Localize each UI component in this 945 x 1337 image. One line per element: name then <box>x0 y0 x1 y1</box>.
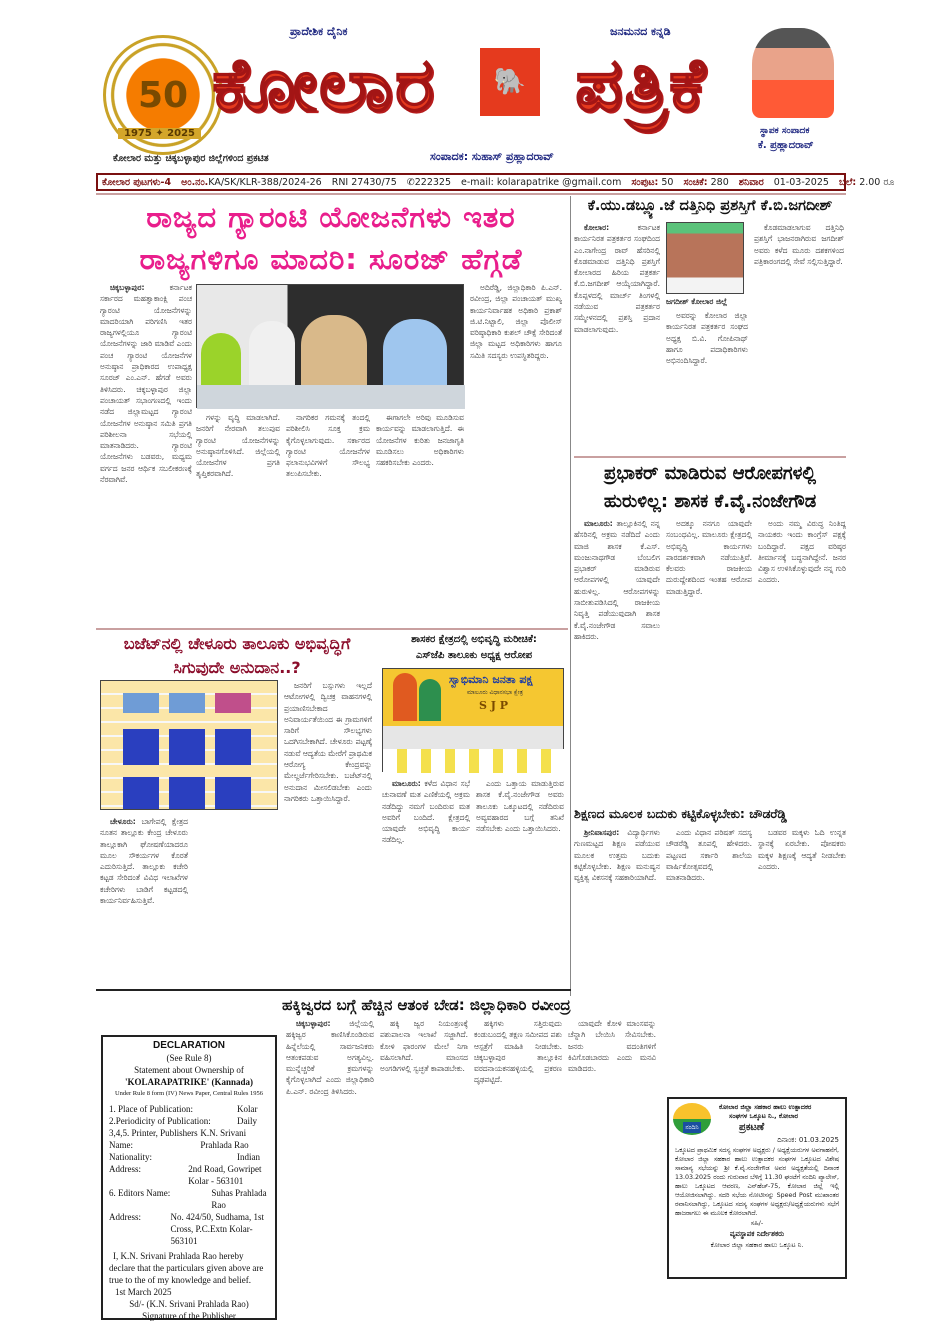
declaration-title: DECLARATION <box>152 1040 226 1051</box>
lead-column-5: ಅದಿರೆಡ್ಡಿ, ಜಿಲ್ಲಾಧಿಕಾರಿ ಪಿ.ಎನ್. ರವೀಂದ್ರ, ಜಿಲ್ಲಾ ಪಂಚಾಯತ್ ಮುಖ್ಯ ಕಾರ್ಯನಿರ್ವಾಹಕ ಅಧಿಕಾರಿ ಪ್ರಕಾಶ್ ಜಿ.ಟಿ.ನಿಟ್ಟಾಲಿ, ಜಿಲ್ಲಾ ಪೊಲೀಸ್ ವರಿಷ್ಠಾಧಿಕಾರಿ ಕುಶಲ್ ಚೌಕ್ಸೆ ಸೇರಿದಂತೆ ಜಿಲ್ಲಾ ಮಟ್ಟದ ಅಧಿಕಾರಿಗಳು ಹಾಗೂ ಸಮಿತಿ ಸದಸ್ಯರು ಉಪಸ್ಥಿತರಿದ್ದರು. <box>470 283 562 360</box>
declaration-row: 6. Editors Name: Suhas Prahlada Rao <box>109 1188 267 1210</box>
notice-sd: ಸಹಿ/- <box>750 1219 764 1227</box>
issue: ಸಂಚಿಕೆ: 280 <box>683 176 729 188</box>
sjp-article <box>380 632 568 987</box>
tagline-right: ಜನಮನದ ಕನ್ನಡಿ <box>610 25 671 38</box>
notice-signatory-org: ಕೋಲಾರ ಜಿಲ್ಲಾ ಸಹಕಾರ ಹಾಲು ಒಕ್ಕೂಟ ನಿ. <box>710 1241 804 1249</box>
founder-name: ಕೆ. ಪ್ರಹ್ಲಾದರಾವ್ <box>758 140 814 151</box>
lead-article <box>96 196 566 626</box>
divider <box>574 456 846 458</box>
lead-headline-line1: ರಾಜ್ಯದ ಗ್ಯಾರಂಟಿ ಯೋಜನೆಗಳು ಇತರ <box>146 200 516 234</box>
collector-column-1: ಚಿಕ್ಕಬಳ್ಳಾಪುರ: ಜಿಲ್ಲೆಯಲ್ಲಿ ಹಕ್ಕಿಜ್ವರ ಕಾಣಿಸಿಕೊಂಡಿರುವ ಹಿನ್ನೆಲೆಯಲ್ಲಿ ಸಾರ್ವಜನಿಕರು ಆತಂಕಪಡುವ ಅಗತ್ಯವಿಲ್ಲ. ಮುನ್ನೆಚ್ಚರಿಕೆ ಕ್ರಮಗಳನ್ನು ಕೈಗೊಳ್ಳಲಾಗಿದೆ ಎಂದು ಜಿಲ್ಲಾಧಿಕಾರಿ ಪಿ.ಎನ್. ರವೀಂದ್ರ ತಿಳಿಸಿದರು. <box>286 1019 374 1096</box>
award-photo-caption: ಜಗದೀಶ್ ಕೋಲಾರ ಜಿಲ್ಲೆ <box>666 297 728 306</box>
editor-credit: ಸಂಪಾದಕ: ಸುಹಾಸ್ ಪ್ರಹ್ಲಾದರಾವ್ <box>430 150 554 163</box>
declaration-date: 1st March 2025 <box>115 1287 172 1297</box>
elephant-logo-icon: 🐘 <box>480 48 540 116</box>
award-headline: ಕೆ.ಯು.ಡಬ್ಲ್ಯೂ.ಜೆ ದತ್ತಿನಿಧಿ ಪ್ರಶಸ್ತಿಗೆ ಕೆ.ಬಿ.ಜಗದೀಶ್ <box>587 198 833 214</box>
award-column-2: ಅವರನ್ನು ಕೋಲಾರ ಜಿಲ್ಲಾ ಕಾರ್ಯನಿರತ ಪತ್ರಕರ್ತರ ಸಂಘದ ಅಧ್ಯಕ್ಷ ಬಿ.ವಿ. ಗೋಪಿನಾಥ್ ಹಾಗೂ ಪದಾಧಿಕಾರಿಗಳು ಅಭಿನಂದಿಸಿದ್ದಾರೆ. <box>666 311 748 366</box>
notice-body: ಒಕ್ಕೂಟದ ಪ್ರಾಥಮಿಕ ಸದಸ್ಯ ಸಂಘಗಳ ಅಧ್ಯಕ್ಷರು / ಅಧ್ಯಕ್ಷೆಯರುಗಳ ಅವಗಾಹನೆಗೆ, ಕೋಲಾರ ಜಿಲ್ಲಾ ಸಹಕಾರ ಹಾಲು ಉತ್ಪಾದಕರ ಸಂಘಗಳ ಒಕ್ಕೂಟದ ವಿಶೇಷ ಸಾಮಾನ್ಯ ಸಭೆಯನ್ನು ಶ್ರೀ ಕೆ.ವೈ.ನಂಜೇಗೌಡ ಅವರ ಅಧ್ಯಕ್ಷತೆಯಲ್ಲಿ ದಿನಾಂಕ 13.03.2025 ರಂದು ಗುರುವಾರ ಬೆಳಿಗ್ಗೆ 11.30 ಘಂಟೆಗೆ ನಂದಿನಿ ಪ್ಯಾಲೇಸ್, ಹಾಲು ಒಕ್ಕೂಟದ ಆವರಣ, ಎನ್‌ಹೆಚ್-75, ಕೋಲಾರ ಜಿಲ್ಲೆ ಇಲ್ಲಿ ಆಯೋಜಿಸಲಾಗಿದ್ದು. ಸದರಿ ಸಭೆಯ ನೋಟೀಸನ್ನು Speed Post ಮುಖಾಂತರ ರವಾನಿಸಲಾಗಿದ್ದು, ಒಕ್ಕೂಟದ ಸದಸ್ಯ ಸಂಘಗಳ ಅಧ್ಯಕ್ಷರು/ಅಧ್ಯಕ್ಷೆಯರುಗಳು ಸಭೆಗೆ ಹಾಜರಾಗಲು ಈ ಮೂಲಕ ಕೋರಲಾಗಿದೆ. <box>675 1147 839 1217</box>
education-column-1: ಶ್ರೀನಿವಾಸಪುರ: ವಿದ್ಯಾರ್ಥಿಗಳು ಗುಣಮಟ್ಟದ ಶಿಕ್ಷಣ ಪಡೆಯುವ ಮೂಲಕ ಉತ್ತಮ ಬದುಕು ಕಟ್ಟಿಕೊಳ್ಳಬೇಕು. ಶಿಕ್ಷಣ ಮನುಷ್ಯನ ವ್ಯಕ್ತಿತ್ವ ವಿಕಸನಕ್ಕೆ ಸಹಕಾರಿಯಾಗಿದೆ. <box>574 828 660 883</box>
budget-photo-building <box>100 680 278 810</box>
nandini-notice-box <box>667 1097 847 1279</box>
declaration-signature-label: Signature of the Publisher <box>142 1311 236 1321</box>
ownership-declaration-box <box>101 1035 277 1320</box>
budget-article <box>96 632 378 987</box>
notice-signatory: ವ್ಯವಸ್ಥಾಪಕ ನಿರ್ದೇಶಕರು <box>729 1230 785 1238</box>
lead-photo-meeting <box>196 284 464 408</box>
tagline-left: ಪ್ರಾದೇಶಿಕ ದೈನಿಕ <box>290 25 348 38</box>
weekday: ಶನಿವಾರ <box>738 176 764 188</box>
masthead <box>0 0 945 170</box>
registration: ಅಂ.ನಂ.KA/SK/KLR-388/2024-26 <box>181 176 322 188</box>
allegation-column-2: ಅದಕ್ಕೂ ನನಗೂ ಯಾವುದೇ ಸಂಬಂಧವಿಲ್ಲ. ಮಾಲೂರು ಕ್ಷೇತ್ರದಲ್ಲಿ ಅಭಿವೃದ್ಧಿ ಕಾರ್ಯಗಳು ಪಾರದರ್ಶಕವಾಗಿ ನಡೆಯುತ್ತಿವೆ. ಕೆಲವರು ರಾಜಕೀಯ ದುರುದ್ದೇಶದಿಂದ ಇಂತಹ ಆರೋಪ ಮಾಡುತ್ತಿದ್ದಾರೆ. <box>666 519 752 596</box>
award-column-3: ಕೊಡಮಾಡಲಾಗುವ ದತ್ತಿನಿಧಿ ಪ್ರಶಸ್ತಿಗೆ ಭಾಜನರಾಗಿರುವ ಜಗದೀಶ್ ಅವರು ಕಳೆದ ಮೂರು ದಶಕಗಳಿಂದ ಪತ್ರಿಕಾರಂಗದಲ್ಲಿ ಸೇವೆ ಸಲ್ಲಿಸುತ್ತಿದ್ದಾರೆ. <box>754 223 844 266</box>
issue-date: 01-03-2025 <box>773 176 829 188</box>
declaration-signed: Sd/- (K.N. Srivani Prahlada Rao) <box>129 1299 249 1309</box>
notice-date: ದಿನಾಂಕ: 01.03.2025 <box>777 1136 839 1144</box>
allegation-article <box>574 460 846 805</box>
declaration-statement: Statement about Ownership of <box>134 1065 244 1075</box>
email-address[interactable]: e-mail: kolarapatrike @gmail.com <box>461 176 622 188</box>
edition-info-bar <box>96 173 895 191</box>
emblem-years: 1975 ✦ 2025 <box>118 128 201 139</box>
education-headline: ಶಿಕ್ಷಣದ ಮೂಲಕ ಬದುಕು ಕಟ್ಟಿಕೊಳ್ಳಬೇಕು: ಚೌಡರೆಡ್ಡಿ <box>574 806 787 821</box>
founder-title: ಸ್ಥಾಪಕ ಸಂಪಾದಕ <box>760 126 810 136</box>
lead-column-3: ನಾಗರಿಕರ ಗಮನಕ್ಕೆ ತಂದಲ್ಲಿ ಪರಿಶೀಲಿಸಿ ಸೂಕ್ತ ಕ್ರಮ ಕೈಗೊಳ್ಳಲಾಗುವುದು. ಸರ್ಕಾರದ ಗ್ಯಾರಂಟಿ ಯೋಜನೆಗಳ ಫಲಾನುಭವಿಗಳಿಗೆ ಸೌಲಭ್ಯ ತಲುಪಿಸಬೇಕು. <box>286 413 370 479</box>
declaration-paper: 'KOLARAPATRIKE' (Kannada) <box>125 1077 253 1087</box>
declaration-rule: (See Rule 8) <box>166 1053 212 1063</box>
declaration-text: I, K.N. Srivani Prahlada Rao hereby declare that the particulars given above are true to the of my knowledge and belief. <box>109 1251 264 1285</box>
lead-column-1: ಚಿಕ್ಕಬಳ್ಳಾಪುರ: ಕರ್ನಾಟಕ ಸರ್ಕಾರದ ಮಹತ್ವಾಕಾಂಕ್ಷಿ ಪಂಚ ಗ್ಯಾರಂಟಿ ಯೋಜನೆಗಳನ್ನು ಮಾದರಿಯಾಗಿ ಪರಿಗಣಿಸಿ ಇತರ ರಾಜ್ಯಗಳಲ್ಲಿಯೂ ಗ್ಯಾರಂಟಿ ಯೋಜನೆಗಳನ್ನು ಜಾರಿ ಮಾಡಿವೆ ಎಂದು ಪಂಚ ಗ್ಯಾರಂಟಿ ಯೋಜನೆಗಳ ಅನುಷ್ಠಾನ ಪ್ರಾಧಿಕಾರದ ಉಪಾಧ್ಯಕ್ಷ ಸೂರಜ್ ಎಂ.ಎನ್. ಹೆಗಡೆ ಅವರು ತಿಳಿಸಿದರು. ಚಿಕ್ಕಬಳ್ಳಾಪುರ ಜಿಲ್ಲಾ ಪಂಚಾಯತ್ ಸಭಾಂಗಣದಲ್ಲಿ ಇಂದು ನಡೆದ ಜಿಲ್ಲಾಮಟ್ಟದ ಗ್ಯಾರಂಟಿ ಯೋಜನೆಗಳ ಅನುಷ್ಠಾನ ಸಮಿತಿ ಪ್ರಗತಿ ಪರಿಶೀಲನಾ ಸಭೆಯಲ್ಲಿ ಮಾತನಾಡಿದರು. ಗ್ಯಾರಂಟಿ ಯೋಜನೆಗಳು ಬಡವರು, ಮಧ್ಯಮ ವರ್ಗದ ಜನರ ಆರ್ಥಿಕ ಸಬಲೀಕರಣಕ್ಕೆ ನೆರವಾಗಿವೆ. <box>100 283 192 485</box>
edition-pages: ಕೋಲಾರ ಪುಟಗಳು-4 <box>102 176 172 188</box>
collector-column-2: ಹಕ್ಕಿ ಜ್ವರ ನಿಯಂತ್ರಣಕ್ಕೆ ಪಶುಪಾಲನಾ ಇಲಾಖೆ ಸಜ್ಜಾಗಿದೆ. ಕೋಳಿ ಫಾರಂಗಳ ಮೇಲೆ ನಿಗಾ ವಹಿಸಲಾಗಿದೆ. ಮಾಂಸದ ಅಂಗಡಿಗಳಲ್ಲಿ ಸ್ವಚ್ಛತೆ ಕಾಪಾಡಬೇಕು. <box>380 1019 468 1074</box>
budget-headline-line1: ಬಜೆಟ್‌ನಲ್ಲಿ ಚೇಳೂರು ತಾಲೂಕು ಅಭಿವೃದ್ಧಿಗೆ <box>123 634 351 653</box>
divider <box>96 193 846 195</box>
lead-headline-line2: ರಾಜ್ಯಗಳಿಗೂ ಮಾದರಿ: ಸೂರಜ್ ಹೆಗ್ಗಡೆ <box>139 242 523 276</box>
allegation-headline-line1: ಪ್ರಭಾಕರ್ ಮಾಡಿರುವ ಆರೋಪಗಳಲ್ಲಿ <box>603 463 817 484</box>
allegation-column-1: ಮಾಲೂರು: ತಾಲ್ಲೂಕಿನಲ್ಲಿ ನನ್ನ ಹೆಸರಿನಲ್ಲಿ ಅಕ್ರಮ ನಡೆದಿದೆ ಎಂದು ಮಾಜಿ ಶಾಸಕ ಕೆ.ಎಸ್. ಮಂಜುನಾಥಗೌಡ ಬೆಂಬಲಿಗ ಪ್ರಭಾಕರ್ ಮಾಡಿರುವ ಆರೋಪಗಳಲ್ಲಿ ಯಾವುದೇ ಹುರುಳಿಲ್ಲ. ಆರೋಪಗಳನ್ನು ಸಾಬೀತುಪಡಿಸಿದಲ್ಲಿ ರಾಜಕೀಯ ನಿವೃತ್ತಿ ಪಡೆಯುವುದಾಗಿ ಶಾಸಕ ಕೆ.ವೈ.ನಂಜೇಗೌಡ ಸವಾಲು ಹಾಕಿದರು. <box>574 519 660 641</box>
sjp-headline-line2: ಎಸ್‌ಜೆಪಿ ತಾಲೂಕು ಅಧ್ಯಕ್ಷ ಆರೋಪ <box>415 650 533 661</box>
collector-column-3: ಹಕ್ಕಿಗಳು ಸತ್ತಿರುವುದು ಕಂಡುಬಂದಲ್ಲಿ ತಕ್ಷಣ ಸಮೀಪದ ಪಶು ಆಸ್ಪತ್ರೆಗೆ ಮಾಹಿತಿ ನೀಡಬೇಕು. ಚಿಕ್ಕಬಳ್ಳಾಪುರ ತಾಲ್ಲೂಕಿನ ವರದನಾಯಕನಹಳ್ಳಿಯಲ್ಲಿ ಪ್ರಕರಣ ದೃಢಪಟ್ಟಿದೆ. <box>474 1019 562 1085</box>
lead-column-2: ಗಳನ್ನು ವೃದ್ಧಿ ಮಾಡಲಾಗಿದೆ. ಜನರಿಗೆ ನೇರವಾಗಿ ತಲುಪುವ ಗ್ಯಾರಂಟಿ ಯೋಜನೆಗಳನ್ನು ಅನುಷ್ಠಾನಗೊಳಿಸಿದೆ. ಜಿಲ್ಲೆಯಲ್ಲಿ ಯೋಜನೆಗಳ ಪ್ರಗತಿ ತೃಪ್ತಿಕರವಾಗಿದೆ. <box>196 413 280 479</box>
education-column-2: ಎಂದು ವಿಧಾನ ಪರಿಷತ್ ಸದಸ್ಯ ಚೌಡರೆಡ್ಡಿ ತೂಪಲ್ಲಿ ಹೇಳಿದರು. ಪಟ್ಟಣದ ಸರ್ಕಾರಿ ಶಾಲೆಯ ವಾರ್ಷಿಕೋತ್ಸವದಲ್ಲಿ ಮಾತನಾಡಿದರು. <box>666 828 752 883</box>
price: ಬೆಲೆ: 2.00 ರೂ <box>838 176 895 188</box>
notice-title: ಪ್ರಕಟಣೆ <box>739 1122 765 1133</box>
nandini-logo: ನಂದಿನಿ <box>673 1103 711 1135</box>
budget-column-2: ಜನರಿಗೆ ಬಸ್ಸುಗಳು ಇಲ್ಲದೆ ಆಟೋಗಳಲ್ಲಿ ದ್ವಿಚಕ್ರ ವಾಹನಗಳಲ್ಲಿ ಪ್ರಯಾಣಿಸಬೇಕಾದ ಅನಿವಾರ್ಯತೆಯಿಂದ ಈ ಗ್ರಾಮಗಳಿಗೆ ಸಾರಿಗೆ ಸೌಲಭ್ಯಗಳು ಒದಗಿಸಬೇಕಾಗಿದೆ. ಚೇಳೂರು ಪಟ್ಟಣ್ಕೆ ನಡುವೆ ಆದ್ಯತೆಯ ಮೇರೆಗೆ ಪ್ರಾಥಮಿಕ ಆರೋಗ್ಯ ಕೇಂದ್ರವನ್ನು ಮೇಲ್ದರ್ಜೆಗೇರಿಸಬೇಕು. ಬಜೆಟ್‌ನಲ್ಲಿ ಅನುದಾನ ಮೀಸಲಿಡಬೇಕು ಎಂದು ನಾಗರಿಕರು ಒತ್ತಾಯಿಸಿದ್ದಾರೆ. <box>284 681 372 803</box>
divider <box>96 989 571 991</box>
budget-headline-line2: ಸಿಗುವುದೇ ಅನುದಾನ..? <box>173 658 301 677</box>
notice-org-line1: ಕೋಲಾರ ಜಿಲ್ಲಾ ಸಹಕಾರ ಹಾಲು ಉತ್ಪಾದಕರ <box>719 1103 812 1111</box>
budget-column-1: ಚೇಳೂರು: ಬಾಗೇಪಲ್ಲಿ ಕ್ಷೇತ್ರದ ನೂತನ ತಾಲ್ಲೂಕು ಕೇಂದ್ರ ಚೇಳೂರು ತಾಲ್ಲೂಕಾಗಿ ಘೋಷಣೆಯಾದರೂ ಮೂಲ ಸೌಕರ್ಯಗಳ ಕೊರತೆ ಎದುರಿಸುತ್ತಿದೆ. ತಾಲ್ಲೂಕು ಕಚೇರಿ ಕಟ್ಟಡ ಸೇರಿದಂತೆ ವಿವಿಧ ಇಲಾಖೆಗಳ ಕಚೇರಿಗಳು ಬಾಡಿಗೆ ಕಟ್ಟಡದಲ್ಲಿ ಕಾರ್ಯನಿರ್ವಹಿಸುತ್ತಿವೆ. <box>100 817 188 906</box>
golden-jubilee-emblem: 50 <box>103 35 223 155</box>
title-kolara: ಕೋಲಾರ <box>212 42 437 128</box>
sjp-banner-title: ಸ್ವಾಭಿಮಾನಿ ಜನತಾ ಪಕ್ಷ <box>449 673 533 686</box>
sjp-banner-sub: ಮಾಲೂರು ವಿಧಾನಸಭಾ ಕ್ಷೇತ್ರ <box>467 689 524 696</box>
sjp-headline-line1: ಶಾಸಕರ ಕ್ಷೇತ್ರದಲ್ಲಿ ಅಭಿವೃದ್ಧಿ ಮರೀಚಿಕೆ: <box>411 634 537 645</box>
sjp-banner-abbr: S J P <box>479 699 509 712</box>
award-article <box>574 196 846 454</box>
declaration-row: Address: 2nd Road, Gowripet Kolar - 563101 <box>109 1164 262 1186</box>
sjp-column-2: ಎಂದು ಒತ್ತಾಯ ಮಾಡುತ್ತಿರುವ ಶಾಸಕ ಕೆ.ವೈ.ನಂಜೇಗೌಡ ಅವರು ತಾಲೂಕು ಒಕ್ಕೂಟದಲ್ಲಿ ನಡೆದಿರುವ ಅವ್ಯವಹಾರದ ಬಗ್ಗೆ ತನಿಖೆ ನಡೆಸಬೇಕು ಎಂದು ಒತ್ತಾಯಿಸಿದರು. <box>476 779 564 834</box>
education-column-3: ಬಡವರ ಮಕ್ಕಳು ಓದಿ ಉನ್ನತ ಸ್ಥಾನಕ್ಕೆ ಏರಬೇಕು. ಪೋಷಕರು ಮಕ್ಕಳ ಶಿಕ್ಷಣಕ್ಕೆ ಆದ್ಯತೆ ನೀಡಬೇಕು ಎಂದರು. <box>758 828 846 871</box>
lead-column-4: ಈಗಾಗಲೇ ಅರಿವು ಮೂಡಿಸುವ ಕಾರ್ಯವನ್ನು ಮಾಡಲಾಗುತ್ತಿದೆ. ಈ ಯೋಜನೆಗಳ ಕುರಿತು ಜನಜಾಗೃತಿ ಮೂಡಿಸಲು ಅಧಿಕಾರಿಗಳು ಸಹಕರಿಸಬೇಕು ಎಂದರು. <box>376 413 464 468</box>
rni-number: RNI 27430/75 <box>331 176 397 188</box>
declaration-row: 2.Periodicity of Publication: Daily <box>109 1116 257 1126</box>
publication-subtitle: ಕೋಲಾರ ಮತ್ತು ಚಿಕ್ಕಬಳ್ಳಾಪುರ ಜಿಲ್ಲೆಗಳಿಂದ ಪ್ರಕಟಿತ <box>113 153 269 164</box>
allegation-headline-line2: ಹುರುಳಿಲ್ಲ: ಶಾಸಕ ಕೆ.ವೈ.ನಂಜೇಗೌಡ <box>603 491 817 512</box>
sjp-column-1: ಮಾಲೂರು: ಕಳೆದ ವಿಧಾನ ಸಭೆ ಚುನಾವಣೆ ಮತ ಎಣಿಕೆಯಲ್ಲಿ ಅಕ್ರಮ ನಡೆದಿದ್ದು ನಮಗೆ ಬಂದಿರುವ ಮತ ಅವರಿಗೆ ಬಂದಿದೆ. ಕ್ಷೇತ್ರದಲ್ಲಿ ಯಾವುದೇ ಅಭಿವೃದ್ಧಿ ಕಾರ್ಯ ನಡೆದಿಲ್ಲ. <box>382 779 470 845</box>
volume: ಸಂಪುಟ: 50 <box>631 176 674 188</box>
declaration-row: Address: No. 424/50, Sudhama, 1st Cross, P.C.Extn Kolar-563101 <box>109 1212 265 1246</box>
declaration-row: 3,4,5. Printer, Publishers Name: K.N. Srivani Prahlada Rao <box>109 1128 249 1150</box>
declaration-row: 1. Place of Publication: Kolar <box>109 1104 258 1114</box>
founder-portrait <box>752 28 834 118</box>
title-patrike: ಪತ್ರಿಕೆ <box>575 42 708 128</box>
sjp-photo-press-meet <box>382 668 564 772</box>
phone-number: ✆222325 <box>406 176 451 188</box>
collector-column-4: ಯಾವುದೇ ಕೋಳಿ ಮಾಂಸವನ್ನು ಚೆನ್ನಾಗಿ ಬೇಯಿಸಿ ಸೇವಿಸಬೇಕು. ಜನರು ವದಂತಿಗಳಿಗೆ ಕಿವಿಗೊಡಬಾರದು ಎಂದು ಮನವಿ ಮಾಡಿದರು. <box>568 1019 656 1074</box>
award-column-1: ಕೋಲಾರ: ಕರ್ನಾಟಕ ಕಾರ್ಯನಿರತ ಪತ್ರಕರ್ತರ ಸಂಘದಿಂದ ಎಂ.ನಾಗೇಂದ್ರ ರಾವ್ ಹೆಸರಿನಲ್ಲಿ ಕೊಡಮಾಡುವ ದತ್ತಿನಿಧಿ ಪ್ರಶಸ್ತಿಗೆ ಕೋಲಾರದ ಹಿರಿಯ ಪತ್ರಕರ್ತ ಕೆ.ಬಿ.ಜಗದೀಶ್ ಆಯ್ಕೆಯಾಗಿದ್ದಾರೆ. ಕೊಪ್ಪಳದಲ್ಲಿ ಮಾರ್ಚ್ ತಿಂಗಳಲ್ಲಿ ನಡೆಯುವ ಪತ್ರಕರ್ತರ ಸಮ್ಮೇಳನದಲ್ಲಿ ಪ್ರಶಸ್ತಿ ಪ್ರದಾನ ಮಾಡಲಾಗುವುದು. <box>574 223 660 334</box>
declaration-row: Nationality: Indian <box>109 1152 260 1162</box>
collector-headline: ಹಕ್ಕಿಜ್ವರದ ಬಗ್ಗೆ ಹೆಚ್ಚಿನ ಆತಂಕ ಬೇಡ: ಜಿಲ್ಲಾಧಿಕಾರಿ ರವೀಂದ್ರ <box>282 996 571 1014</box>
divider <box>96 628 568 630</box>
collector-article <box>282 994 662 1334</box>
allegation-column-3: ಅಂದು ನಮ್ಮ ವಿರುದ್ಧ ನಿಂತಿದ್ದ ನಾಯಕರು ಇಂದು ಕಾಂಗ್ರೆಸ್ ಪಕ್ಷಕ್ಕೆ ಬಂದಿದ್ದಾರೆ. ಪಕ್ಷದ ವರಿಷ್ಠರ ತೀರ್ಮಾನಕ್ಕೆ ಬದ್ಧನಾಗಿದ್ದೇನೆ. ಜನರ ವಿಶ್ವಾಸ ಉಳಿಸಿಕೊಳ್ಳುವುದೇ ನನ್ನ ಗುರಿ ಎಂದರು. <box>758 519 846 585</box>
award-portrait-photo <box>666 222 744 294</box>
declaration-form: Under Rule 8 form (IV) News Paper, Central Rules 1956 <box>114 1090 264 1097</box>
notice-org-line2: ಸಂಘಗಳ ಒಕ್ಕೂಟ ನಿ., ಕೋಲಾರ <box>729 1112 799 1120</box>
column-divider <box>570 196 571 996</box>
